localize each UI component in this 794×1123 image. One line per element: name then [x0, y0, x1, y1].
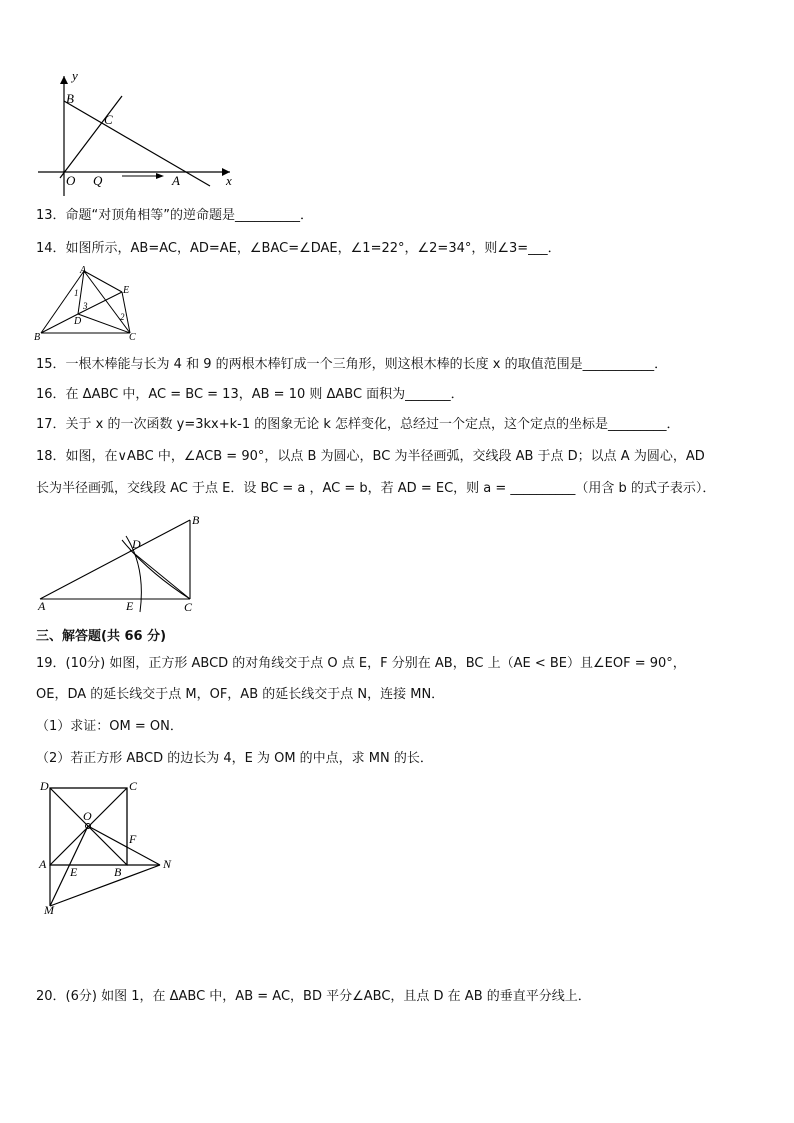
fig14-e-label: E [123, 285, 130, 296]
fig14-angle-3-label: 3 [83, 301, 88, 311]
figure-18 [30, 510, 220, 616]
figure-19 [30, 778, 180, 916]
point-q-label: Q [93, 173, 103, 188]
fig14-d-label: D [74, 316, 82, 327]
fig14-angle-1-label: 1 [74, 288, 79, 298]
point-b-label: B [66, 91, 74, 106]
fig14-a-label: A [80, 265, 87, 276]
question-15: 15．一根木棒能与长为 4 和 9 的两根木棒钉成一个三角形，则这根木棒的长度 x 的取值范围是___________． [36, 357, 668, 372]
fig19-d-label: D [40, 779, 49, 793]
question-18-line-2: 长为半径画弧，交线段 AC 于点 E．设 BC = a ，AC = b，若 AD = EC，则 a = __________（用含 b 的式子表示）． [36, 481, 716, 496]
question-14: 14．如图所示，AB=AC，AD=AE，∠BAC=∠DAE，∠1=22°，∠2=34°，则∠3=___． [36, 241, 561, 256]
question-20: 20．(6分) 如图 1，在 ΔABC 中，AB = AC，BD 平分∠ABC，且点 D 在 AB 的垂直平分线上． [36, 989, 591, 1004]
question-19-line-2: OE，DA 的延长线交于点 M，OF，AB 的延长线交于点 N，连接 MN． [36, 687, 445, 702]
fig14-angle-2-label: 2 [120, 312, 125, 322]
question-19-line-1: 19．(10分) 如图，正方形 ABCD 的对角线交于点 O 点 E，F 分别在 AB，BC 上（AE < BE）且∠EOF = 90°， [36, 656, 686, 671]
question-16: 16．在 ΔABC 中，AC = BC = 13，AB = 10 则 ΔABC 面积为_______． [36, 387, 464, 402]
fig19-m-label: M [44, 903, 54, 916]
axis-x-label: x [226, 173, 232, 188]
figure-14 [30, 264, 145, 344]
section-heading: 三、解答题(共 66 分) [36, 629, 167, 644]
fig19-n-label: N [163, 857, 172, 871]
question-19-part-1: （1）求证：OM = ON． [36, 719, 183, 734]
fig18-b-label: B [192, 513, 200, 527]
question-13: 13．命题“对顶角相等”的逆命题是__________． [36, 208, 314, 223]
fig19-e-label: E [70, 865, 78, 879]
question-17: 17．关于 x 的一次函数 y=3kx+k-1 的图象无论 k 怎样变化，总经过一个定点，这个定点的坐标是_________． [36, 417, 680, 432]
fig18-a-label: A [38, 599, 46, 613]
fig19-c-label: C [129, 779, 138, 793]
coordinate-figure [30, 68, 245, 200]
fig14-c-label: C [129, 332, 136, 343]
fig14-b-label: B [34, 332, 41, 343]
point-a-label: A [172, 173, 180, 188]
fig18-e-label: E [126, 599, 134, 613]
question-19-part-2: （2）若正方形 ABCD 的边长为 4，E 为 OM 的中点，求 MN 的长． [36, 751, 433, 766]
point-c-label: C [104, 112, 113, 127]
fig19-o-label: O [83, 809, 92, 823]
question-18-line-1: 18．如图，在∨ABC 中，∠ACB = 90°，以点 B 为圆心，BC 为半径画弧，交线段 AB 于点 D；以点 A 为圆心，AD [36, 449, 705, 464]
point-o-label: O [66, 173, 76, 188]
fig19-b-label: B [114, 865, 122, 879]
fig19-f-label: F [129, 832, 137, 846]
fig18-c-label: C [184, 600, 193, 614]
fig18-d-label: D [132, 537, 141, 551]
axis-y-label: y [72, 68, 78, 83]
fig19-a-label: A [39, 857, 47, 871]
